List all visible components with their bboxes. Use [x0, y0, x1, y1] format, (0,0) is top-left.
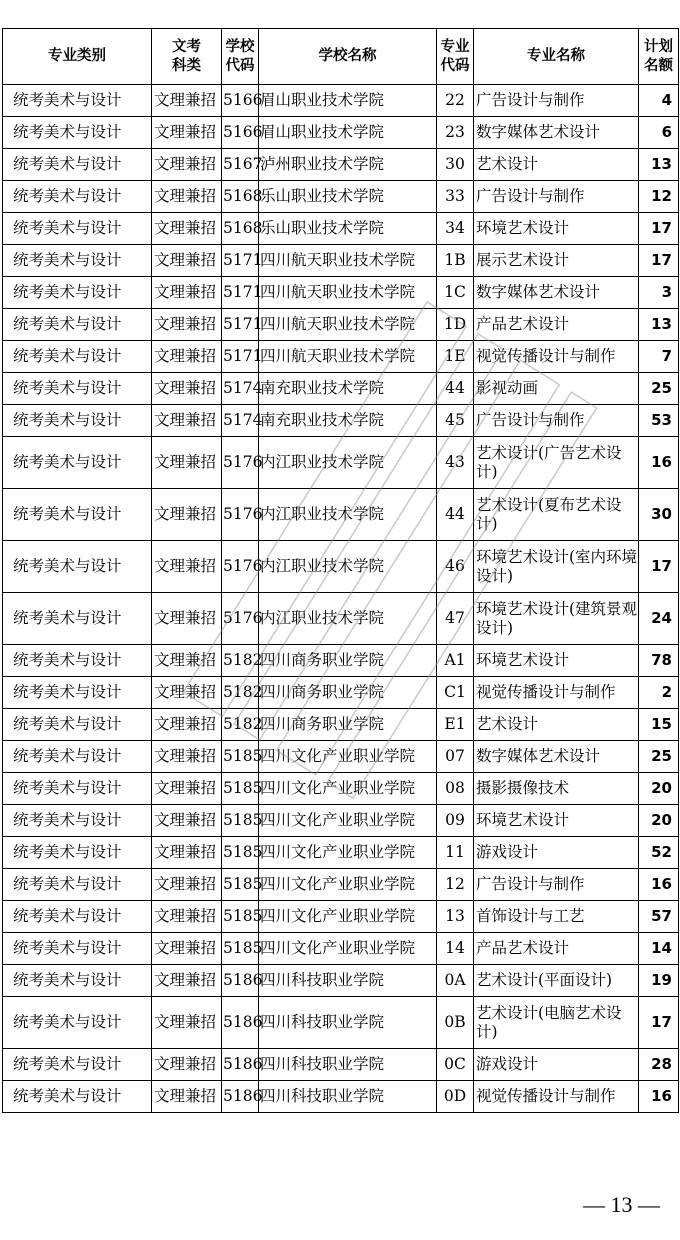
cell-school-name: 四川文化产业职业学院: [259, 933, 437, 965]
cell-quota: 19: [639, 965, 679, 997]
cell-category: 统考美术与设计: [3, 181, 152, 213]
cell-quota: 16: [639, 1081, 679, 1113]
cell-major-name: 数字媒体艺术设计: [474, 277, 639, 309]
cell-major-code: 11: [437, 837, 474, 869]
table-row: [3, 181, 679, 213]
cell-quota: 17: [639, 997, 679, 1049]
cell-quota: 17: [639, 213, 679, 245]
cell-school-name: 四川科技职业学院: [259, 965, 437, 997]
cell-subject: 文理兼招: [152, 677, 222, 709]
cell-quota: 53: [639, 405, 679, 437]
cell-major-code: 1D: [437, 309, 474, 341]
header-subject: 文考 科类: [152, 29, 222, 85]
cell-major-name: 广告设计与制作: [474, 405, 639, 437]
page-number: — 13 —: [583, 1192, 660, 1217]
cell-school-code: 5186: [222, 997, 259, 1049]
cell-school-name: 四川航天职业技术学院: [259, 341, 437, 373]
cell-school-name: 内江职业技术学院: [259, 593, 437, 645]
cell-major-name: 视觉传播设计与制作: [474, 341, 639, 373]
cell-school-code: 5185: [222, 773, 259, 805]
cell-quota: 16: [639, 437, 679, 489]
cell-quota: 17: [639, 245, 679, 277]
cell-school-code: 5166: [222, 117, 259, 149]
cell-major-code: E1: [437, 709, 474, 741]
cell-major-code: 43: [437, 437, 474, 489]
cell-school-code: 5186: [222, 1049, 259, 1081]
cell-school-code: 5185: [222, 933, 259, 965]
table-row: [3, 437, 679, 489]
table-row: [3, 541, 679, 593]
table-row: [3, 837, 679, 869]
cell-major-name: 影视动画: [474, 373, 639, 405]
table-row: [3, 373, 679, 405]
header-category: 专业类别: [3, 29, 152, 85]
header-quota: 计划 名额: [639, 29, 679, 85]
cell-category: 统考美术与设计: [3, 117, 152, 149]
table-row: [3, 709, 679, 741]
cell-subject: 文理兼招: [152, 709, 222, 741]
cell-category: 统考美术与设计: [3, 245, 152, 277]
table-row: [3, 869, 679, 901]
cell-major-code: 07: [437, 741, 474, 773]
cell-major-name: 环境艺术设计(建筑景观设计): [474, 593, 639, 645]
cell-quota: 14: [639, 933, 679, 965]
cell-school-name: 四川商务职业学院: [259, 645, 437, 677]
cell-category: 统考美术与设计: [3, 405, 152, 437]
cell-school-name: 四川航天职业技术学院: [259, 309, 437, 341]
table-row: [3, 773, 679, 805]
cell-subject: 文理兼招: [152, 405, 222, 437]
cell-subject: 文理兼招: [152, 901, 222, 933]
table-row: [3, 85, 679, 117]
cell-quota: 2: [639, 677, 679, 709]
cell-school-name: 四川文化产业职业学院: [259, 837, 437, 869]
cell-subject: 文理兼招: [152, 741, 222, 773]
cell-major-code: 1E: [437, 341, 474, 373]
cell-quota: 57: [639, 901, 679, 933]
cell-category: 统考美术与设计: [3, 1081, 152, 1113]
cell-major-name: 广告设计与制作: [474, 869, 639, 901]
cell-major-name: 视觉传播设计与制作: [474, 1081, 639, 1113]
cell-major-name: 艺术设计(广告艺术设计): [474, 437, 639, 489]
cell-category: 统考美术与设计: [3, 997, 152, 1049]
cell-major-name: 视觉传播设计与制作: [474, 677, 639, 709]
cell-quota: 28: [639, 1049, 679, 1081]
cell-school-name: 南充职业技术学院: [259, 405, 437, 437]
cell-major-name: 产品艺术设计: [474, 933, 639, 965]
cell-major-name: 广告设计与制作: [474, 85, 639, 117]
cell-school-name: 四川航天职业技术学院: [259, 245, 437, 277]
table-row: [3, 901, 679, 933]
cell-major-name: 游戏设计: [474, 1049, 639, 1081]
cell-major-name: 展示艺术设计: [474, 245, 639, 277]
cell-category: 统考美术与设计: [3, 805, 152, 837]
cell-subject: 文理兼招: [152, 437, 222, 489]
table-row: [3, 593, 679, 645]
cell-subject: 文理兼招: [152, 341, 222, 373]
cell-major-code: 0B: [437, 997, 474, 1049]
cell-subject: 文理兼招: [152, 117, 222, 149]
cell-quota: 52: [639, 837, 679, 869]
table-row: [3, 309, 679, 341]
cell-school-code: 5182: [222, 677, 259, 709]
cell-subject: 文理兼招: [152, 181, 222, 213]
cell-school-name: 四川航天职业技术学院: [259, 277, 437, 309]
cell-school-code: 5176: [222, 489, 259, 541]
cell-quota: 25: [639, 373, 679, 405]
cell-school-code: 5186: [222, 1081, 259, 1113]
cell-category: 统考美术与设计: [3, 709, 152, 741]
table-row: [3, 997, 679, 1049]
header-major-name: 专业名称: [474, 29, 639, 85]
cell-school-code: 5168: [222, 181, 259, 213]
table-row: [3, 1081, 679, 1113]
cell-quota: 16: [639, 869, 679, 901]
table-body: [3, 85, 679, 1113]
cell-category: 统考美术与设计: [3, 1049, 152, 1081]
table-row: [3, 245, 679, 277]
cell-category: 统考美术与设计: [3, 933, 152, 965]
cell-school-code: 5171: [222, 245, 259, 277]
cell-major-name: 艺术设计(电脑艺术设计): [474, 997, 639, 1049]
cell-major-code: 44: [437, 489, 474, 541]
cell-category: 统考美术与设计: [3, 341, 152, 373]
cell-subject: 文理兼招: [152, 309, 222, 341]
cell-subject: 文理兼招: [152, 541, 222, 593]
cell-subject: 文理兼招: [152, 869, 222, 901]
cell-subject: 文理兼招: [152, 149, 222, 181]
cell-major-code: 0A: [437, 965, 474, 997]
cell-category: 统考美术与设计: [3, 837, 152, 869]
cell-major-code: 1C: [437, 277, 474, 309]
cell-category: 统考美术与设计: [3, 901, 152, 933]
cell-major-name: 艺术设计: [474, 149, 639, 181]
cell-major-name: 环境艺术设计: [474, 645, 639, 677]
cell-category: 统考美术与设计: [3, 593, 152, 645]
cell-major-code: 34: [437, 213, 474, 245]
cell-school-name: 南充职业技术学院: [259, 373, 437, 405]
cell-major-code: C1: [437, 677, 474, 709]
cell-category: 统考美术与设计: [3, 869, 152, 901]
table-row: [3, 1049, 679, 1081]
cell-school-name: 四川商务职业学院: [259, 677, 437, 709]
cell-major-name: 环境艺术设计(室内环境设计): [474, 541, 639, 593]
cell-subject: 文理兼招: [152, 373, 222, 405]
cell-school-code: 5185: [222, 741, 259, 773]
cell-school-code: 5185: [222, 901, 259, 933]
cell-category: 统考美术与设计: [3, 773, 152, 805]
cell-major-code: 12: [437, 869, 474, 901]
cell-major-name: 产品艺术设计: [474, 309, 639, 341]
cell-major-code: 30: [437, 149, 474, 181]
cell-quota: 24: [639, 593, 679, 645]
table-row: [3, 933, 679, 965]
cell-school-code: 5168: [222, 213, 259, 245]
cell-quota: 4: [639, 85, 679, 117]
cell-quota: 13: [639, 309, 679, 341]
cell-school-name: 乐山职业技术学院: [259, 213, 437, 245]
cell-major-code: 0C: [437, 1049, 474, 1081]
cell-school-code: 5167: [222, 149, 259, 181]
cell-quota: 7: [639, 341, 679, 373]
cell-school-code: 5182: [222, 645, 259, 677]
cell-quota: 30: [639, 489, 679, 541]
cell-school-name: 四川文化产业职业学院: [259, 869, 437, 901]
cell-major-name: 数字媒体艺术设计: [474, 741, 639, 773]
admission-plan-table: [2, 28, 679, 1113]
cell-school-code: 5185: [222, 869, 259, 901]
cell-subject: 文理兼招: [152, 1081, 222, 1113]
table-row: [3, 677, 679, 709]
cell-subject: 文理兼招: [152, 773, 222, 805]
cell-quota: 25: [639, 741, 679, 773]
cell-category: 统考美术与设计: [3, 741, 152, 773]
table-row: [3, 489, 679, 541]
cell-school-code: 5176: [222, 541, 259, 593]
cell-category: 统考美术与设计: [3, 489, 152, 541]
table-row: [3, 277, 679, 309]
cell-major-code: 14: [437, 933, 474, 965]
table-row: [3, 405, 679, 437]
cell-quota: 12: [639, 181, 679, 213]
cell-subject: 文理兼招: [152, 245, 222, 277]
cell-major-code: 44: [437, 373, 474, 405]
cell-quota: 20: [639, 773, 679, 805]
table-row: [3, 645, 679, 677]
table-header-row: [3, 29, 679, 85]
table-row: [3, 965, 679, 997]
cell-major-code: 08: [437, 773, 474, 805]
cell-subject: 文理兼招: [152, 997, 222, 1049]
cell-school-name: 四川文化产业职业学院: [259, 741, 437, 773]
cell-major-code: 22: [437, 85, 474, 117]
cell-major-name: 艺术设计(平面设计): [474, 965, 639, 997]
cell-subject: 文理兼招: [152, 85, 222, 117]
cell-category: 统考美术与设计: [3, 373, 152, 405]
cell-school-code: 5166: [222, 85, 259, 117]
cell-school-name: 四川文化产业职业学院: [259, 773, 437, 805]
cell-major-code: 47: [437, 593, 474, 645]
cell-subject: 文理兼招: [152, 805, 222, 837]
cell-subject: 文理兼招: [152, 1049, 222, 1081]
cell-category: 统考美术与设计: [3, 437, 152, 489]
header-major-code: 专业 代码: [437, 29, 474, 85]
cell-category: 统考美术与设计: [3, 213, 152, 245]
cell-school-code: 5171: [222, 277, 259, 309]
cell-subject: 文理兼招: [152, 965, 222, 997]
cell-school-name: 四川文化产业职业学院: [259, 805, 437, 837]
cell-category: 统考美术与设计: [3, 85, 152, 117]
cell-quota: 3: [639, 277, 679, 309]
cell-school-name: 内江职业技术学院: [259, 437, 437, 489]
cell-major-name: 广告设计与制作: [474, 181, 639, 213]
cell-school-name: 眉山职业技术学院: [259, 117, 437, 149]
admission-plan-table-container: [2, 28, 678, 1113]
cell-subject: 文理兼招: [152, 933, 222, 965]
header-school-name: 学校名称: [259, 29, 437, 85]
cell-quota: 78: [639, 645, 679, 677]
cell-school-name: 四川科技职业学院: [259, 997, 437, 1049]
cell-school-code: 5176: [222, 437, 259, 489]
cell-major-code: 33: [437, 181, 474, 213]
cell-subject: 文理兼招: [152, 277, 222, 309]
cell-major-name: 艺术设计: [474, 709, 639, 741]
cell-school-code: 5185: [222, 837, 259, 869]
cell-subject: 文理兼招: [152, 645, 222, 677]
cell-category: 统考美术与设计: [3, 965, 152, 997]
cell-school-code: 5182: [222, 709, 259, 741]
cell-school-code: 5186: [222, 965, 259, 997]
cell-quota: 17: [639, 541, 679, 593]
table-row: [3, 741, 679, 773]
cell-major-code: 46: [437, 541, 474, 593]
table-row: [3, 805, 679, 837]
table-row: [3, 341, 679, 373]
cell-major-name: 艺术设计(夏布艺术设计): [474, 489, 639, 541]
cell-major-name: 环境艺术设计: [474, 805, 639, 837]
cell-school-code: 5185: [222, 805, 259, 837]
cell-major-code: A1: [437, 645, 474, 677]
header-school-code: 学校 代码: [222, 29, 259, 85]
cell-school-code: 5171: [222, 309, 259, 341]
cell-quota: 6: [639, 117, 679, 149]
cell-quota: 13: [639, 149, 679, 181]
cell-major-name: 首饰设计与工艺: [474, 901, 639, 933]
cell-school-code: 5171: [222, 341, 259, 373]
cell-school-name: 泸州职业技术学院: [259, 149, 437, 181]
cell-school-code: 5174: [222, 373, 259, 405]
cell-school-name: 乐山职业技术学院: [259, 181, 437, 213]
cell-category: 统考美术与设计: [3, 677, 152, 709]
cell-major-code: 0D: [437, 1081, 474, 1113]
cell-school-code: 5174: [222, 405, 259, 437]
table-row: [3, 149, 679, 181]
cell-major-code: 13: [437, 901, 474, 933]
cell-school-name: 眉山职业技术学院: [259, 85, 437, 117]
cell-quota: 15: [639, 709, 679, 741]
cell-major-code: 1B: [437, 245, 474, 277]
cell-quota: 20: [639, 805, 679, 837]
cell-school-name: 内江职业技术学院: [259, 541, 437, 593]
cell-category: 统考美术与设计: [3, 149, 152, 181]
cell-subject: 文理兼招: [152, 213, 222, 245]
cell-major-name: 数字媒体艺术设计: [474, 117, 639, 149]
cell-subject: 文理兼招: [152, 837, 222, 869]
cell-school-code: 5176: [222, 593, 259, 645]
table-row: [3, 117, 679, 149]
cell-major-code: 23: [437, 117, 474, 149]
cell-school-name: 内江职业技术学院: [259, 489, 437, 541]
cell-category: 统考美术与设计: [3, 277, 152, 309]
cell-category: 统考美术与设计: [3, 541, 152, 593]
cell-school-name: 四川科技职业学院: [259, 1081, 437, 1113]
cell-major-name: 游戏设计: [474, 837, 639, 869]
cell-school-name: 四川商务职业学院: [259, 709, 437, 741]
cell-school-name: 四川科技职业学院: [259, 1049, 437, 1081]
cell-subject: 文理兼招: [152, 489, 222, 541]
cell-subject: 文理兼招: [152, 593, 222, 645]
cell-major-code: 09: [437, 805, 474, 837]
cell-school-name: 四川文化产业职业学院: [259, 901, 437, 933]
cell-major-name: 环境艺术设计: [474, 213, 639, 245]
cell-category: 统考美术与设计: [3, 309, 152, 341]
cell-major-name: 摄影摄像技术: [474, 773, 639, 805]
cell-category: 统考美术与设计: [3, 645, 152, 677]
table-row: [3, 213, 679, 245]
cell-major-code: 45: [437, 405, 474, 437]
